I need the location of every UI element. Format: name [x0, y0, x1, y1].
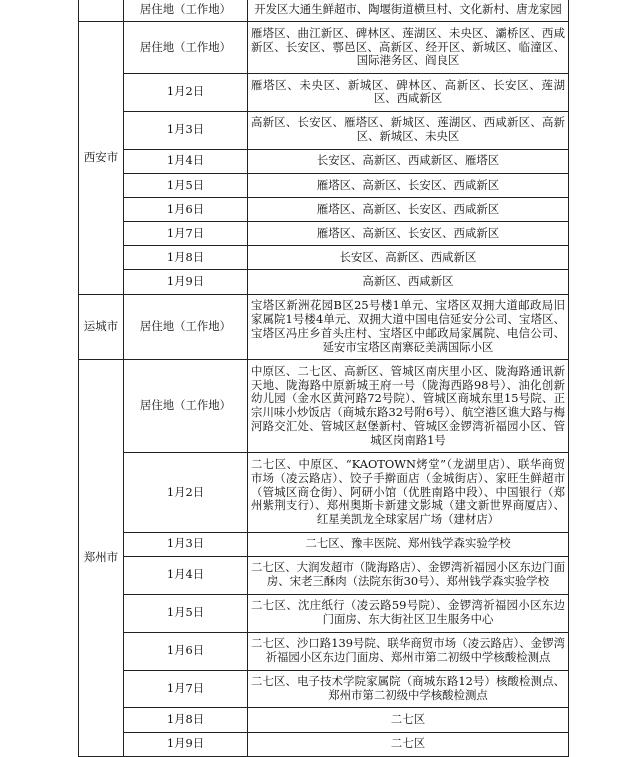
table-row [79, 732, 569, 756]
areas-cell: 长安区、高新区、西咸新区 [248, 246, 569, 270]
table-row [79, 73, 569, 111]
date-cell: 1月2日 [124, 453, 248, 532]
table-row [79, 453, 569, 532]
areas-cell: 二七区、电子技术学院家属院（商城东路12号）核酸检测点、郑州市第二初级中学核酸检测点 [248, 670, 569, 708]
table-row [79, 222, 569, 246]
table-row [79, 294, 569, 360]
date-cell: 1月9日 [124, 732, 248, 756]
table-row [79, 198, 569, 222]
city-cell: 西安市 [79, 22, 124, 294]
date-cell: 居住地（工作地） [124, 22, 248, 74]
areas-cell: 雁塔区、高新区、长安区、西咸新区 [248, 173, 569, 197]
areas-cell: 宝塔区新洲花园B区25号楼1单元、宝塔区双拥大道邮政局旧家属院1号楼4单元、双拥大道中国电信延安分公司、宝塔区、宝塔区冯庄乡首头庄村、宝塔区中邮政局家属院、电信公司、延安市宝塔区南寨砭美满国际小区 [248, 294, 569, 360]
areas-cell: 二七区、沙口路139号院、联华商贸市场（凌云路店）、金锣湾祈福园小区东边门面房、郑州市第二初级中学核酸检测点 [248, 632, 569, 670]
areas-cell: 雁塔区、高新区、长安区、西咸新区 [248, 198, 569, 222]
areas-cell: 雁塔区、高新区、长安区、西咸新区 [248, 222, 569, 246]
city-cell [79, 0, 124, 22]
date-cell: 居住地（工作地） [124, 0, 248, 22]
date-cell: 1月7日 [124, 222, 248, 246]
table-row [79, 670, 569, 708]
table-row [79, 246, 569, 270]
areas-cell: 二七区 [248, 708, 569, 732]
areas-cell: 雁塔区、未央区、新城区、碑林区、高新区、长安区、莲湖区、西咸新区 [248, 73, 569, 111]
areas-cell: 二七区、中原区、“KAOTOWN烤堂”（龙湖里店）、联华商贸市场（凌云路店）、饺子手擀面店（金城街店）、家旺生鲜超市（管城区商仓街）、阿研小馆（优胜南路中段）、中国银行（郑州紫荆支行）、郑州奥斯卡新建文影城（建文新世界商厦店）、红星美凯龙全球家居广场（建材店） [248, 453, 569, 532]
date-cell: 1月3日 [124, 532, 248, 556]
areas-cell: 高新区、长安区、雁塔区、新城区、莲湖区、西咸新区、高新区、新城区、未央区 [248, 111, 569, 149]
date-cell: 1月5日 [124, 594, 248, 632]
areas-cell: 二七区、豫丰医院、郑州钱学森实验学校 [248, 532, 569, 556]
date-cell: 居住地（工作地） [124, 360, 248, 453]
areas-cell: 开发区大通生鲜超市、陶堰街道横旦村、文化新村、唐龙家园 [248, 0, 569, 22]
areas-cell: 长安区、高新区、西咸新区、雁塔区 [248, 149, 569, 173]
areas-cell: 二七区、沈庄纸行（凌云路59号院）、金锣湾祈福园小区东边门面房、东大街社区卫生服务中心 [248, 594, 569, 632]
table-body [79, 0, 569, 756]
date-cell: 1月8日 [124, 246, 248, 270]
areas-cell: 二七区、大润发超市（陇海路店）、金锣湾祈福园小区东边门面房、宋老三酥肉（法院东街30号）、郑州钱学森实验学校 [248, 556, 569, 594]
date-cell: 居住地（工作地） [124, 294, 248, 360]
table-row [79, 270, 569, 294]
table-row [79, 22, 569, 74]
areas-cell: 雁塔区、曲江新区、碑林区、莲湖区、未央区、灞桥区、西咸新区、长安区、鄠邑区、高新区、经开区、新城区、临潼区、国际港务区、阎良区 [248, 22, 569, 74]
table-row [79, 0, 569, 22]
table-row [79, 594, 569, 632]
table-row [79, 360, 569, 453]
city-cell: 运城市 [79, 294, 124, 360]
risk-area-table [78, 0, 569, 757]
table-row [79, 708, 569, 732]
date-cell: 1月2日 [124, 73, 248, 111]
areas-cell: 中原区、二七区、高新区、管城区南庆里小区、陇海路通讯新天地、陇海路中原新城王府一号（陇海西路98号）、油化创新幼儿园（金水区黄河路72号院）、管城区商城东里15号院、正宗川味小炒饭店（商城东路32号附6号）、航空港区谯大路与梅河路交汇处、管城区赵堡新村、管城区金锣湾祈福园小区、管城区岗南路1号 [248, 360, 569, 453]
date-cell: 1月7日 [124, 670, 248, 708]
date-cell: 1月9日 [124, 270, 248, 294]
date-cell: 1月5日 [124, 173, 248, 197]
table-row [79, 632, 569, 670]
table-row [79, 173, 569, 197]
date-cell: 1月6日 [124, 632, 248, 670]
date-cell: 1月4日 [124, 149, 248, 173]
city-cell: 郑州市 [79, 360, 124, 757]
areas-cell: 高新区、西咸新区 [248, 270, 569, 294]
table-row [79, 532, 569, 556]
date-cell: 1月6日 [124, 198, 248, 222]
areas-cell: 二七区 [248, 732, 569, 756]
table-row [79, 556, 569, 594]
date-cell: 1月8日 [124, 708, 248, 732]
date-cell: 1月4日 [124, 556, 248, 594]
table-row [79, 111, 569, 149]
table-row [79, 149, 569, 173]
date-cell: 1月3日 [124, 111, 248, 149]
